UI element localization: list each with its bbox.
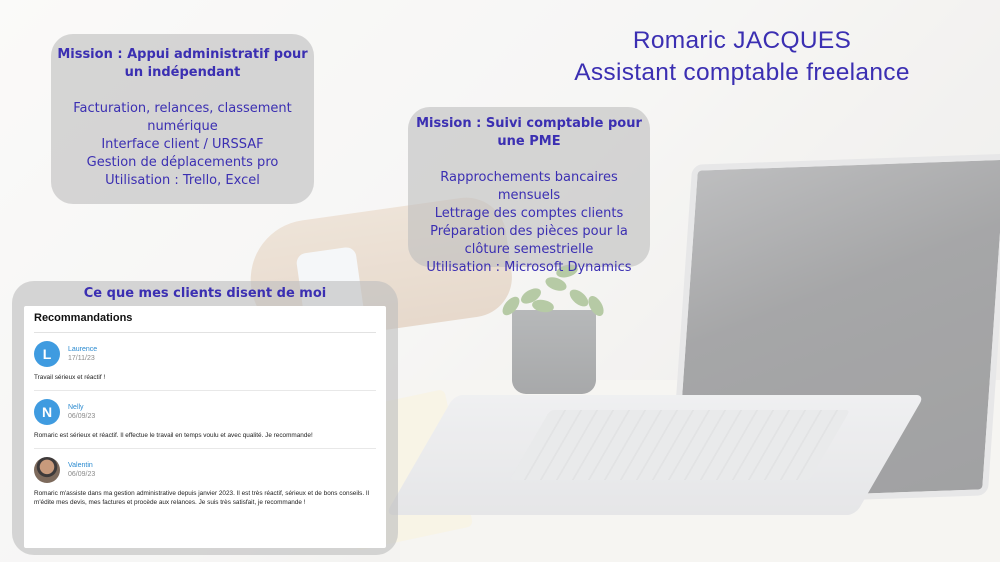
mission-line: Interface client / URSSAF (101, 137, 264, 152)
review-item (34, 391, 376, 449)
review-date: 06/09/23 (68, 413, 96, 420)
avatar: N (34, 399, 60, 425)
review-text: Romaric est sérieux et réactif. Il effectue le travail en temps voulu et avec qualité. Je recommande! (34, 432, 313, 439)
testimonials-title: Ce que mes clients disent de moi (83, 286, 327, 301)
mission-line: Utilisation : Trello, Excel (105, 173, 260, 188)
review-text: Travail sérieux et réactif ! (34, 374, 106, 381)
mission-line: Rapprochements bancaires mensuels (440, 170, 618, 203)
avatar: L (34, 341, 60, 367)
freelancer-role: Assistant comptable freelance (574, 59, 910, 86)
review-author-link[interactable]: Valentin (68, 462, 93, 469)
mission-title: Mission : Appui administratif pour un indépendant (57, 47, 308, 80)
recommendations-panel (24, 306, 386, 548)
mission-line: Gestion de déplacements pro (86, 155, 279, 170)
page-title (556, 25, 928, 89)
review-item (34, 449, 376, 515)
review-date: 06/09/23 (68, 471, 96, 478)
mission-line: Préparation des pièces pour la clôture semestrielle (430, 224, 628, 257)
mission-line: Lettrage des comptes clients (434, 206, 624, 221)
mission-line: Facturation, relances, classement numérique (73, 101, 292, 134)
avatar-photo (34, 457, 60, 483)
recommendations-heading: Recommandations (34, 310, 376, 333)
freelancer-name: Romaric JACQUES (632, 27, 852, 54)
review-text: Romaric m'assiste dans ma gestion administrative depuis janvier 2023. Il est très réactif, sérieux et de bons conseils. Il m'édite mes devis, mes factures et procède aux relances. Je suis très satisfait, je recommande ! (34, 490, 370, 506)
review-author-link[interactable]: Nelly (68, 404, 84, 411)
review-author-link[interactable]: Laurence (68, 346, 98, 353)
mission-card-admin (51, 34, 314, 204)
mission-title: Mission : Suivi comptable pour une PME (416, 116, 642, 149)
review-item (34, 333, 376, 391)
mission-card-accounting (408, 107, 650, 275)
mission-line: Utilisation : Microsoft Dynamics (426, 260, 632, 275)
review-date: 17/11/23 (68, 355, 95, 362)
